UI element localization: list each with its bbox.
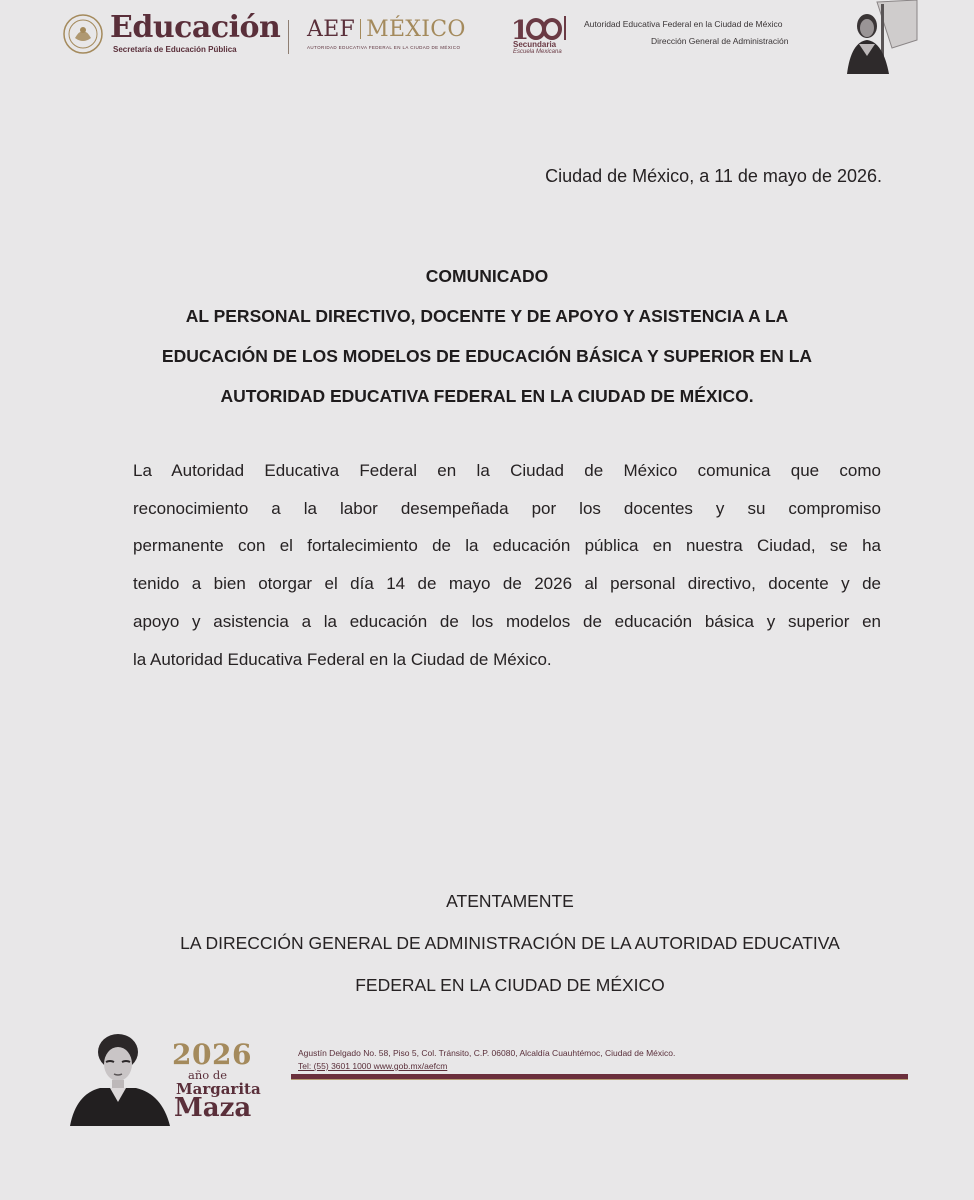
margarita-maza-portrait-icon: [70, 1030, 170, 1126]
signatory-line: LA DIRECCIÓN GENERAL DE ADMINISTRACIÓN DE LA AUTORIDAD EDUCATIVA: [180, 933, 840, 953]
year-of-label: año de: [188, 1068, 228, 1082]
footer-rule-accent: [291, 1079, 908, 1080]
body-line: reconocimiento a la labor desempeñada por los docentes y su compromiso: [133, 498, 881, 518]
body-line: tenido a bien otorgar el día 14 de mayo de 2026 al personal directivo, docente y de: [133, 574, 881, 594]
closing-salutation: ATENTAMENTE: [446, 891, 574, 911]
communique-title: [120, 256, 854, 416]
office-name: Autoridad Educativa Federal en la Ciudad de México: [584, 19, 783, 29]
aef-logo-divider: [360, 19, 361, 39]
footer-address: Agustín Delgado No. 58, Piso 5, Col. Tránsito, C.P. 06080, Alcaldía Cuauhtémoc, Ciudad de México.: [298, 1048, 676, 1058]
body-line: permanente con el fortalecimiento de la educación pública en nuestra Ciudad, se ha: [133, 536, 881, 556]
office-department: Dirección General de Administración: [651, 36, 789, 46]
aef-mexico-logo-text: [307, 17, 466, 42]
title-line: AL PERSONAL DIRECTIVO, DOCENTE Y DE APOYO Y ASISTENCIA A LA: [185, 306, 789, 326]
mexico-part: MÉXICO: [366, 17, 466, 42]
secundaria-label: Secundaria: [513, 40, 557, 49]
aef-subtitle: AUTORIDAD EDUCATIVA FEDERAL EN LA CIUDAD DE MÉXICO: [307, 45, 461, 50]
document-date: Ciudad de México, a 11 de mayo de 2026.: [545, 166, 882, 186]
phone-and-website: Tel: (55) 3601 1000 www.gob.mx/aefcm: [298, 1061, 448, 1071]
aef-part: AEF: [307, 17, 356, 42]
body-line: La Autoridad Educativa Federal en la Ciudad de México comunica que como: [133, 461, 881, 480]
svg-text:1: 1: [511, 16, 530, 46]
honoree-first-name: Margarita: [176, 1080, 261, 1098]
body-line: apoyo y asistencia a la educación de los modelos de educación básica y superior en: [133, 611, 881, 631]
footer-contact: [298, 1061, 447, 1071]
sep-subtitle: Secretaría de Educación Pública: [113, 45, 237, 54]
educacion-logo-text: Educación: [110, 10, 281, 45]
national-seal-icon: [63, 14, 103, 54]
year-mark: 2026: [172, 1038, 252, 1071]
signature-block: [120, 880, 900, 1006]
heroine-flag-portrait-icon: [837, 0, 919, 76]
secundaria-subtitle: Escuela Mexicana: [513, 49, 562, 55]
body-line: la Autoridad Educativa Federal en la Ciudad de México.: [133, 649, 552, 669]
honoree-last-name: Maza: [174, 1093, 252, 1123]
signatory-line: FEDERAL EN LA CIUDAD DE MÉXICO: [355, 975, 665, 995]
title-heading: COMUNICADO: [425, 266, 549, 286]
header-divider: [288, 20, 289, 54]
title-line: AUTORIDAD EDUCATIVA FEDERAL EN LA CIUDAD DE MÉXICO.: [220, 386, 754, 406]
communique-body: [133, 452, 881, 678]
letterhead: [0, 0, 974, 90]
title-line: EDUCACIÓN DE LOS MODELOS DE EDUCACIÓN BÁSICA Y SUPERIOR EN LA: [161, 346, 813, 366]
